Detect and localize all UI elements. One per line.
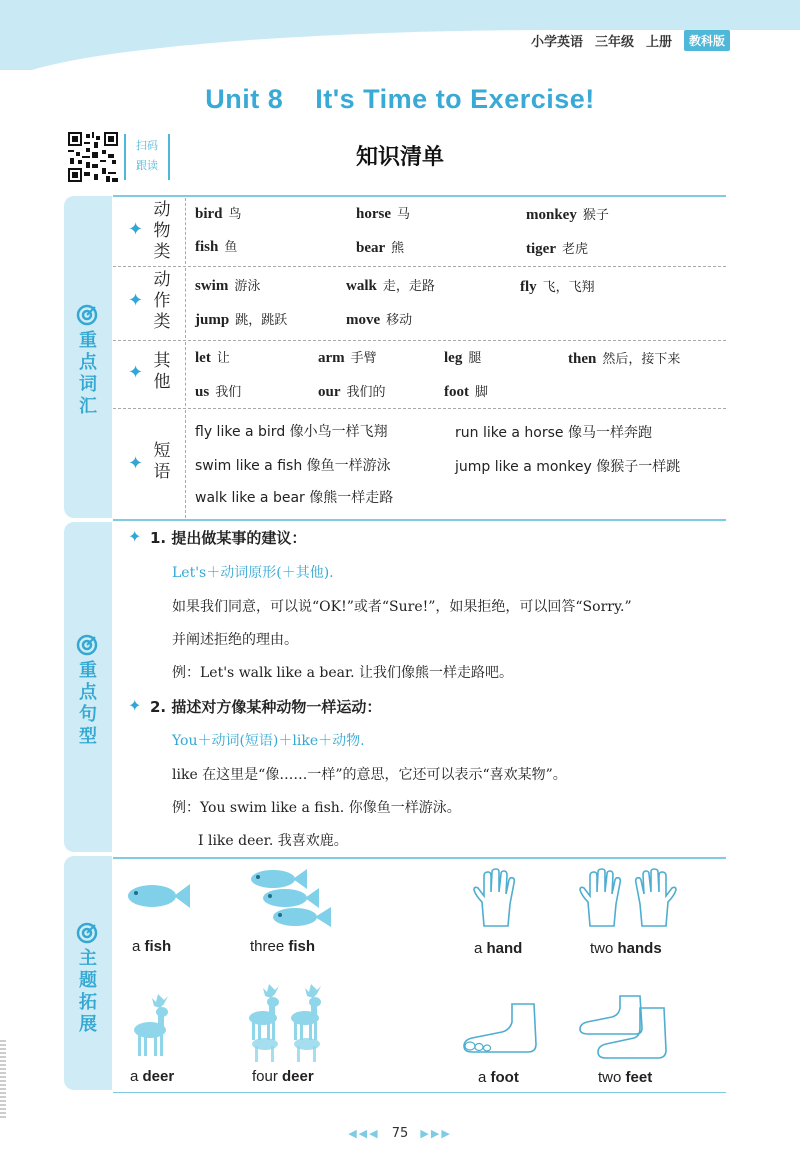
target-icon bbox=[76, 922, 98, 944]
divider bbox=[113, 266, 726, 267]
cat-actions: 动 作 类 bbox=[153, 270, 171, 332]
word-item: tiger 老虎 bbox=[526, 241, 588, 257]
grade: 三年级 bbox=[594, 35, 634, 50]
word-item: bear 熊 bbox=[356, 240, 405, 256]
right-arrows-icon: ▶▶▶ bbox=[420, 1127, 452, 1140]
three-fish-icon bbox=[245, 864, 340, 932]
phrase-item: run like a horse 像马一样奔跑 bbox=[455, 425, 652, 441]
unit-title: Unit 8 It's Time to Exercise! bbox=[205, 84, 595, 114]
ext-label: a deer bbox=[130, 1068, 175, 1085]
pattern-2-example: 例：You swim like a fish. 你像鱼一样游泳。 bbox=[172, 800, 461, 816]
ext-label: a hand bbox=[474, 940, 523, 957]
foot-icon bbox=[462, 1002, 542, 1054]
pattern-1-formula: Let's＋动词原形(＋其他). bbox=[172, 565, 334, 581]
four-deer-icon bbox=[245, 980, 337, 1064]
target-icon bbox=[76, 304, 98, 326]
divider bbox=[113, 519, 726, 521]
word-item: bird 鸟 bbox=[195, 206, 242, 222]
word-item: leg 腿 bbox=[444, 350, 482, 366]
diamond-icon: ✦ bbox=[128, 290, 144, 311]
phrase-item: walk like a bear 像熊一样走路 bbox=[195, 490, 394, 506]
sentence-label: 重 点 句 型 bbox=[79, 660, 97, 747]
word-item: fly 飞，飞翔 bbox=[520, 279, 595, 295]
word-item: us 我们 bbox=[195, 384, 242, 400]
diamond-icon: ✦ bbox=[128, 527, 142, 546]
phrase-item: swim like a fish 像鱼一样游泳 bbox=[195, 458, 391, 474]
pattern-1-title: 1. 提出做某事的建议： bbox=[150, 529, 307, 547]
volume: 上册 bbox=[645, 35, 672, 50]
ext-label: four deer bbox=[252, 1068, 314, 1085]
pattern-2-formula: You＋动词(短语)＋like＋动物. bbox=[172, 733, 365, 749]
word-item: swim 游泳 bbox=[195, 278, 261, 294]
ext-label: two feet bbox=[598, 1069, 653, 1086]
page-footer bbox=[0, 1126, 800, 1141]
word-item: let 让 bbox=[195, 350, 230, 366]
page-number: 75 bbox=[391, 1126, 409, 1141]
subject: 小学英语 bbox=[530, 35, 583, 50]
divider bbox=[185, 268, 186, 338]
pattern-2-desc: like 在这里是“像……一样”的意思，它还可以表示“喜欢某物”。 bbox=[172, 767, 567, 783]
divider bbox=[113, 857, 726, 859]
word-item: move 移动 bbox=[346, 312, 413, 328]
side-tab-sentence bbox=[64, 522, 112, 852]
left-arrows-icon: ◀◀◀ bbox=[348, 1127, 380, 1140]
divider bbox=[113, 408, 726, 409]
word-item: our 我们的 bbox=[318, 384, 386, 400]
word-item: arm 手臂 bbox=[318, 350, 377, 366]
divider bbox=[185, 410, 186, 518]
fish-icon bbox=[122, 876, 192, 916]
word-item: then 然后，接下来 bbox=[568, 351, 681, 367]
scan-read-label: 扫码 跟读 bbox=[124, 134, 170, 180]
divider bbox=[113, 340, 726, 341]
phrase-item: fly like a bird 像小鸟一样飞翔 bbox=[195, 424, 388, 440]
two-hands-icon bbox=[578, 868, 678, 928]
ext-label: three fish bbox=[250, 938, 316, 955]
divider bbox=[113, 1092, 726, 1093]
word-item: fish 鱼 bbox=[195, 239, 238, 255]
vocab-label: 重 点 词 汇 bbox=[79, 330, 97, 417]
divider bbox=[185, 198, 186, 264]
diamond-icon: ✦ bbox=[128, 362, 144, 383]
two-feet-icon bbox=[578, 994, 672, 1060]
edition-badge: 教科版 bbox=[684, 30, 730, 51]
pattern-2-title: 2. 描述对方像某种动物一样运动： bbox=[150, 698, 382, 716]
word-item: horse 马 bbox=[356, 206, 411, 222]
word-item: monkey 猴子 bbox=[526, 207, 609, 223]
knowledge-list-heading: 知识清单 bbox=[355, 145, 444, 170]
cat-others: 其 他 bbox=[153, 351, 171, 392]
phrase-item: jump like a monkey 像猴子一样跳 bbox=[455, 459, 681, 475]
diamond-icon: ✦ bbox=[128, 453, 144, 474]
deer-icon bbox=[128, 990, 186, 1058]
page-edge bbox=[0, 1040, 6, 1120]
book-info bbox=[531, 30, 730, 51]
divider bbox=[113, 195, 726, 197]
pattern-1-desc: 并阐述拒绝的理由。 bbox=[172, 632, 298, 648]
pattern-2-example: I like deer. 我喜欢鹿。 bbox=[198, 833, 348, 849]
side-tab-vocab bbox=[64, 196, 112, 518]
pattern-1-example: 例：Let's walk like a bear. 让我们像熊一样走路吧。 bbox=[172, 665, 514, 681]
cat-phrases: 短 语 bbox=[153, 441, 171, 482]
diamond-icon: ✦ bbox=[128, 696, 142, 715]
word-item: jump 跳，跳跃 bbox=[195, 312, 288, 328]
word-item: walk 走，走路 bbox=[346, 278, 435, 294]
pattern-1-desc: 如果我们同意，可以说“OK!”或者“Sure!”，如果拒绝，可以回答“Sorry.” bbox=[172, 599, 632, 615]
cat-animals: 动 物 类 bbox=[153, 200, 171, 262]
hand-icon bbox=[470, 868, 526, 928]
ext-label: a foot bbox=[478, 1069, 519, 1086]
diamond-icon: ✦ bbox=[128, 219, 144, 240]
word-item: foot 脚 bbox=[444, 384, 489, 400]
ext-label: a fish bbox=[132, 938, 172, 955]
divider bbox=[185, 342, 186, 406]
side-tab-extension bbox=[64, 856, 112, 1090]
ext-label: two hands bbox=[590, 940, 662, 957]
extension-label: 主 题 拓 展 bbox=[79, 948, 97, 1035]
target-icon bbox=[76, 634, 98, 656]
